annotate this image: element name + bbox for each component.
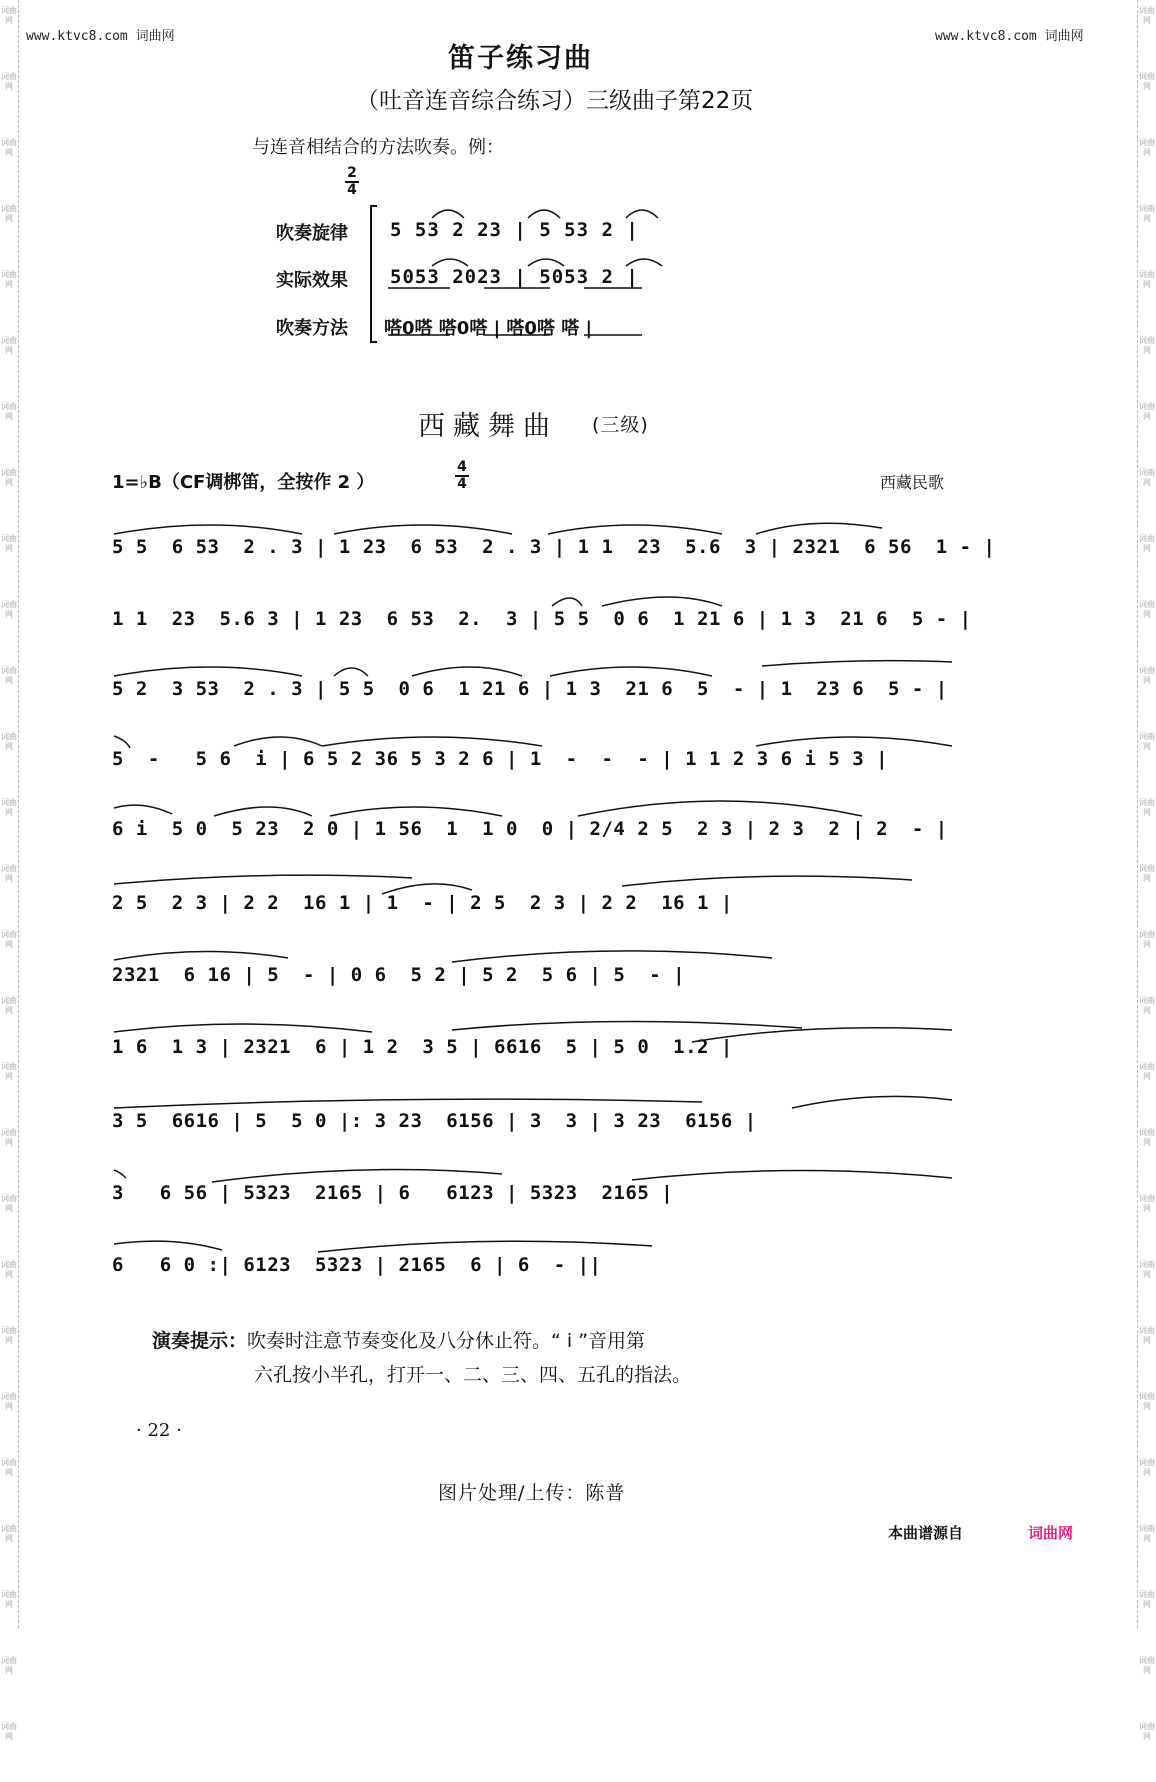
side-mark: 词曲网 <box>1139 1326 1155 1345</box>
footer-source: 本曲谱源自 <box>888 1524 964 1542</box>
side-mark: 词曲网 <box>1139 534 1155 553</box>
side-mark: 词曲网 <box>1 138 17 157</box>
side-mark: 词曲网 <box>1 72 17 91</box>
side-mark: 词曲网 <box>1139 72 1155 91</box>
side-mark: 词曲网 <box>1 1260 17 1279</box>
key-signature: 1=♭B（CF调梆笛，全按作 2 ） <box>112 472 375 493</box>
notation-line <box>112 1236 960 1282</box>
side-mark: 词曲网 <box>1139 1392 1155 1411</box>
side-mark: 词曲网 <box>1139 1194 1155 1213</box>
side-mark: 词曲网 <box>1 1524 17 1543</box>
side-mark: 词曲网 <box>1 864 17 883</box>
left-watermark-strip <box>0 0 19 1741</box>
side-mark: 词曲网 <box>1 996 17 1015</box>
notation-line <box>112 1164 960 1210</box>
notation-line <box>112 946 960 992</box>
side-mark: 词曲网 <box>1 6 17 25</box>
side-mark: 词曲网 <box>1 732 17 751</box>
notation-line <box>112 518 996 564</box>
side-mark: 词曲网 <box>1139 1524 1155 1543</box>
header-url-right: www.ktvc8.com 词曲网 <box>935 29 1084 44</box>
example-row-label: 吹奏方法 <box>276 318 348 339</box>
page-title: 笛子练习曲 <box>448 43 593 74</box>
side-mark: 词曲网 <box>1139 600 1155 619</box>
song-time-signature <box>454 460 470 492</box>
notation-text: 5 - 5 6 i | 6 5 2 36 5 3 2 6 | 1 - - - | 1 1 2 3 6 i 5 3 | <box>112 748 889 770</box>
side-mark: 词曲网 <box>1 1656 17 1675</box>
footer-brand[interactable]: 词曲网 <box>1028 1524 1074 1542</box>
example-row-notation: 嗒0嗒 嗒0嗒 | 嗒0嗒 嗒 | <box>384 318 593 339</box>
tip-line-1: 吹奏时注意节奏变化及八分休止符。“ i ”音用第 <box>247 1330 646 1352</box>
notation-text: 5 5 6 53 2 . 3 | 1 23 6 53 2 . 3 | 1 1 23 5.6 3 | 2321 6 56 1 - | <box>112 536 996 558</box>
side-mark: 词曲网 <box>1139 138 1155 157</box>
side-mark: 词曲网 <box>1 1194 17 1213</box>
side-mark: 词曲网 <box>1 1392 17 1411</box>
side-mark: 词曲网 <box>1 600 17 619</box>
notation-line <box>112 800 960 846</box>
side-mark: 词曲网 <box>1 1590 17 1609</box>
tip-line-2: 六孔按小半孔，打开一、二、三、四、五孔的指法。 <box>254 1364 692 1386</box>
side-mark: 词曲网 <box>1139 1128 1155 1147</box>
notation-text: 2321 6 16 | 5 - | 0 6 5 2 | 5 2 5 6 | 5 - | <box>112 964 686 986</box>
notation-text: 6 6 0 :| 6123 5323 | 2165 6 | 6 - || <box>112 1254 602 1276</box>
notation-text: 5 2 3 53 2 . 3 | 5 5 0 6 1 21 6 | 1 3 21 6 5 - | 1 23 6 5 - | <box>112 678 948 700</box>
notation-line <box>112 660 960 706</box>
side-mark: 词曲网 <box>1 468 17 487</box>
side-mark: 词曲网 <box>1139 204 1155 223</box>
side-mark: 词曲网 <box>1 534 17 553</box>
side-mark: 词曲网 <box>1139 468 1155 487</box>
notation-text: 1 6 1 3 | 2321 6 | 1 2 3 5 | 6616 5 | 5 0 1.2 | <box>112 1036 733 1058</box>
notation-text: 3 5 6616 | 5 5 0 |: 3 23 6156 | 3 3 | 3 23 6156 | <box>112 1110 757 1132</box>
example-time-top: 2 <box>347 165 357 181</box>
side-mark: 词曲网 <box>1 666 17 685</box>
song-time-top: 4 <box>457 459 467 475</box>
side-mark: 词曲网 <box>1139 1062 1155 1081</box>
side-mark: 词曲网 <box>1139 402 1155 421</box>
side-mark: 词曲网 <box>1139 1722 1155 1741</box>
example-time-signature <box>344 166 360 198</box>
example-row-notation: 5 53 2 23 | 5 53 2 | <box>390 219 639 241</box>
side-mark: 词曲网 <box>1 270 17 289</box>
side-mark: 词曲网 <box>1 798 17 817</box>
page-number: · 22 · <box>136 1420 182 1441</box>
performance-tip <box>152 1326 645 1353</box>
example-slurs <box>380 200 720 330</box>
side-mark: 词曲网 <box>1139 666 1155 685</box>
side-mark: 词曲网 <box>1 336 17 355</box>
notation-line <box>112 730 960 776</box>
side-mark: 词曲网 <box>1 1062 17 1081</box>
side-mark: 词曲网 <box>1 402 17 421</box>
example-row-notation: 5053 2023 | 5053 2 | <box>390 266 639 288</box>
notation-text: 3 6 56 | 5323 2165 | 6 6123 | 5323 2165 | <box>112 1182 674 1204</box>
upload-credit: 图片处理/上传：陈普 <box>438 1482 626 1504</box>
header-url-left: www.ktvc8.com 词曲网 <box>26 29 175 44</box>
side-mark: 词曲网 <box>1139 1458 1155 1477</box>
example-row-label: 吹奏旋律 <box>276 223 348 244</box>
example-row-label: 实际效果 <box>276 270 348 291</box>
side-mark: 词曲网 <box>1139 1656 1155 1675</box>
song-title: 西藏舞曲 <box>418 411 558 442</box>
notation-line <box>112 874 960 920</box>
side-mark: 词曲网 <box>1139 270 1155 289</box>
notation-text: 2 5 2 3 | 2 2 16 1 | 1 - | 2 5 2 3 | 2 2 16 1 | <box>112 892 733 914</box>
tip-label: 演奏提示： <box>152 1330 248 1352</box>
song-grade: (三级) <box>592 414 649 436</box>
side-mark: 词曲网 <box>1139 732 1155 751</box>
side-mark: 词曲网 <box>1 1458 17 1477</box>
example-time-bottom: 4 <box>347 182 357 198</box>
intro-text: 与连音相结合的方法吹奏。例： <box>252 137 504 158</box>
side-mark: 词曲网 <box>1139 798 1155 817</box>
notation-line <box>112 590 972 636</box>
composer: 西藏民歌 <box>880 473 945 492</box>
side-mark: 词曲网 <box>1 1722 17 1741</box>
side-mark: 词曲网 <box>1 1326 17 1345</box>
page-subtitle: （吐音连音综合练习）三级曲子第22页 <box>356 88 754 114</box>
side-mark: 词曲网 <box>1139 864 1155 883</box>
side-mark: 词曲网 <box>1 930 17 949</box>
side-mark: 词曲网 <box>1139 1590 1155 1609</box>
side-mark: 词曲网 <box>1 1128 17 1147</box>
notation-text: 1 1 23 5.6 3 | 1 23 6 53 2. 3 | 5 5 0 6 1 21 6 | 1 3 21 6 5 - | <box>112 608 972 630</box>
right-watermark-strip <box>1137 0 1156 1741</box>
example-brace <box>366 204 380 344</box>
side-mark: 词曲网 <box>1139 930 1155 949</box>
side-mark: 词曲网 <box>1 204 17 223</box>
side-mark: 词曲网 <box>1139 6 1155 25</box>
notation-line <box>112 1092 960 1138</box>
notation-line <box>112 1018 960 1064</box>
side-mark: 词曲网 <box>1139 1260 1155 1279</box>
side-mark: 词曲网 <box>1139 336 1155 355</box>
side-mark: 词曲网 <box>1139 996 1155 1015</box>
song-time-bottom: 4 <box>457 476 467 492</box>
notation-text: 6 i 5 0 5 23 2 0 | 1 56 1 1 0 0 | 2/4 2 5 2 3 | 2 3 2 | 2 - | <box>112 818 948 840</box>
